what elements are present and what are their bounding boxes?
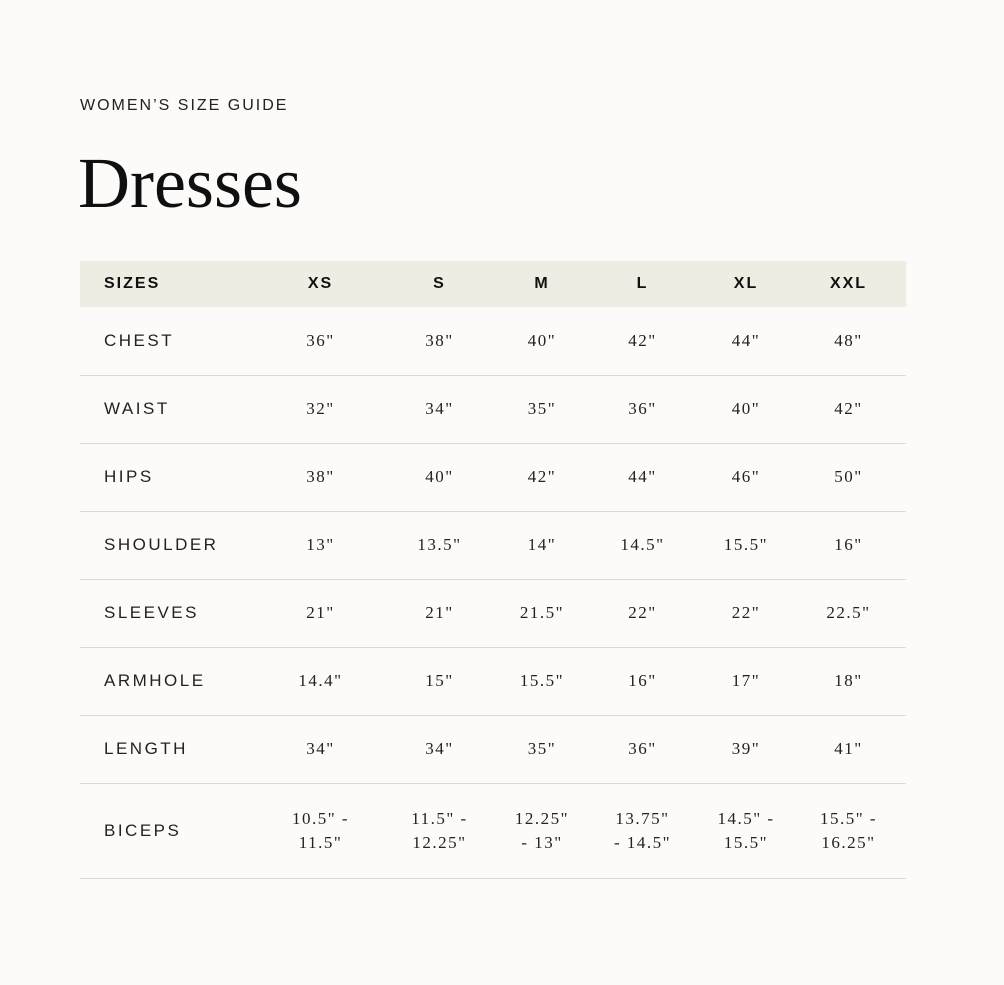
measurement-cell (791, 783, 906, 878)
measurement-value: 40" (425, 467, 454, 486)
measurement-value: 16" (628, 671, 657, 690)
column-header-sizes: SIZES (104, 275, 161, 292)
row-label: SLEEVES (104, 603, 199, 622)
measurement-value: 12.25" (514, 808, 570, 828)
row-label: ARMHOLE (104, 671, 206, 690)
measurement-value: 10.5" - (291, 808, 350, 828)
measurement-value: 15.5" - (819, 808, 878, 828)
measurement-value: 11.5" (298, 832, 343, 852)
measurement-cell (500, 511, 584, 579)
measurement-value: 40" (527, 330, 557, 350)
measurement-cell (584, 647, 701, 715)
measurement-value: 14.4" (298, 671, 343, 690)
measurement-value: 42" (527, 467, 557, 486)
row-label: CHEST (104, 330, 175, 350)
measurement-value: 32" (306, 399, 335, 418)
table-row (80, 715, 906, 783)
measurement-value: 34" (425, 399, 454, 418)
measurement-value: 15.5" (723, 535, 769, 554)
measurement-value: 14" (527, 535, 557, 554)
table-row (80, 375, 906, 443)
measurement-cell (791, 307, 906, 375)
measurement-value: 44" (731, 330, 761, 350)
measurement-cell (584, 783, 701, 878)
measurement-cell (262, 783, 379, 878)
measurement-cell (701, 715, 791, 783)
column-header-xxl: XXL (829, 275, 868, 292)
measurement-value: - 14.5" (613, 832, 672, 852)
measurement-value: 40" (731, 399, 761, 418)
measurement-value: 35" (527, 739, 557, 758)
measurement-cell (262, 511, 379, 579)
measurement-value: 22" (731, 603, 761, 622)
measurement-cell (791, 375, 906, 443)
measurement-value: 21.5" (519, 603, 565, 622)
measurement-cell (791, 579, 906, 647)
measurement-cell (701, 647, 791, 715)
measurement-cell (500, 307, 584, 375)
measurement-value: 42" (628, 330, 657, 350)
table-row (80, 647, 906, 715)
measurement-cell (791, 511, 906, 579)
measurement-value: 48" (834, 330, 863, 350)
measurement-value: 13.5" (417, 535, 462, 554)
measurement-cell (701, 375, 791, 443)
measurement-cell (500, 443, 584, 511)
measurement-value: 15.5" (519, 671, 565, 690)
table-row (80, 579, 906, 647)
row-label: WAIST (104, 399, 170, 418)
measurement-value: 15" (425, 671, 454, 690)
measurement-value: 13" (306, 535, 335, 554)
measurement-value: 16" (834, 535, 863, 554)
column-header-l: L (636, 275, 649, 292)
measurement-cell (584, 579, 701, 647)
measurement-cell (500, 375, 584, 443)
measurement-value: 21" (425, 603, 454, 622)
column-header-xl: XL (733, 275, 759, 292)
measurement-value: 38" (425, 330, 454, 350)
measurement-value: 35" (527, 399, 557, 418)
measurement-value: 46" (731, 467, 761, 486)
table-row (80, 443, 906, 511)
measurement-value: 36" (628, 739, 657, 758)
measurement-value: 39" (731, 739, 761, 758)
measurement-cell (262, 375, 379, 443)
measurement-cell (701, 443, 791, 511)
row-label: BICEPS (104, 820, 182, 840)
measurement-value: 16.25" (821, 832, 876, 852)
row-label: LENGTH (104, 739, 188, 758)
measurement-cell (379, 443, 500, 511)
measurement-value: 15.5" (723, 832, 769, 852)
measurement-value: 50" (834, 467, 863, 486)
row-label: HIPS (104, 467, 154, 486)
measurement-cell (701, 307, 791, 375)
measurement-cell (262, 307, 379, 375)
measurement-cell (500, 579, 584, 647)
column-header-xs: XS (307, 275, 334, 292)
measurement-value: 34" (425, 739, 454, 758)
measurement-cell (701, 783, 791, 878)
measurement-cell (701, 511, 791, 579)
table-header-row (80, 261, 906, 307)
table-row (80, 511, 906, 579)
measurement-value: 38" (306, 467, 335, 486)
measurement-cell (262, 443, 379, 511)
table-row (80, 307, 906, 375)
measurement-cell (791, 647, 906, 715)
measurement-cell (584, 511, 701, 579)
measurement-value: 22.5" (826, 603, 871, 622)
column-header-m: M (534, 275, 550, 292)
measurement-cell (379, 511, 500, 579)
table-row (80, 783, 906, 878)
measurement-cell (500, 647, 584, 715)
measurement-value: 18" (834, 671, 863, 690)
measurement-cell (262, 715, 379, 783)
measurement-cell (791, 715, 906, 783)
size-guide-eyebrow: WOMEN’S SIZE GUIDE (80, 97, 289, 114)
measurement-cell (701, 579, 791, 647)
row-label: SHOULDER (104, 535, 219, 554)
measurement-value: 44" (628, 467, 657, 486)
measurement-value: 17" (731, 671, 761, 690)
size-table (80, 261, 906, 879)
page-title: Dresses (78, 143, 302, 223)
measurement-cell (500, 783, 584, 878)
measurement-value: - 13" (521, 832, 563, 852)
measurement-cell (379, 647, 500, 715)
measurement-value: 11.5" - (411, 808, 468, 828)
measurement-cell (584, 443, 701, 511)
measurement-cell (379, 375, 500, 443)
measurement-value: 14.5" (620, 535, 665, 554)
measurement-cell (584, 715, 701, 783)
measurement-cell (379, 579, 500, 647)
measurement-value: 42" (834, 399, 863, 418)
measurement-value: 36" (628, 399, 657, 418)
measurement-value: 13.75" (615, 808, 670, 828)
measurement-cell (262, 647, 379, 715)
measurement-cell (379, 307, 500, 375)
column-header-s: S (433, 275, 446, 292)
measurement-cell (791, 443, 906, 511)
measurement-value: 12.25" (412, 832, 467, 852)
table-body (80, 307, 906, 878)
measurement-value: 14.5" - (717, 808, 775, 828)
measurement-value: 22" (628, 603, 657, 622)
measurement-cell (500, 715, 584, 783)
measurement-cell (379, 783, 500, 878)
measurement-cell (379, 715, 500, 783)
measurement-cell (584, 307, 701, 375)
measurement-value: 21" (306, 603, 335, 622)
measurement-cell (262, 579, 379, 647)
measurement-value: 34" (306, 739, 335, 758)
measurement-value: 36" (306, 330, 335, 350)
measurement-cell (584, 375, 701, 443)
measurement-value: 41" (834, 739, 863, 758)
